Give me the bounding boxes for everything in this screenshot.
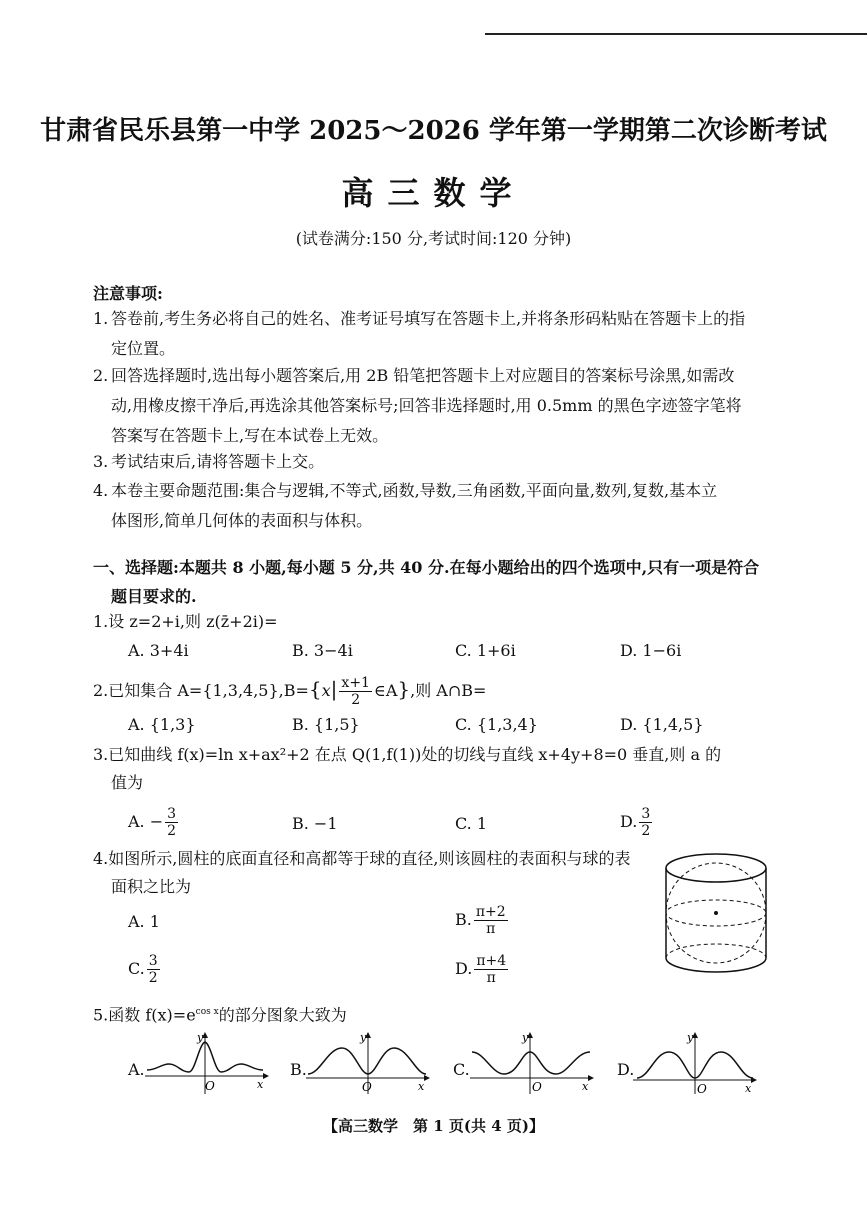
origin-label: O [697,1082,707,1095]
x-axis-label: x [418,1080,425,1093]
q5-option-d-label: D. [617,1060,635,1079]
note-number: 1. [93,309,109,328]
graph-curve [472,1052,590,1074]
question-4-stem [93,845,653,901]
y-axis-label: y [522,1031,529,1044]
q3-stem-line: 3.已知曲线 f(x)=ln x+ax²+2 在点 Q(1,f(1))处的切线与直线 x+4y+8=0 垂直,则 a 的 [93,745,722,764]
q4-stem-line: 4.如图所示,圆柱的底面直径和高都等于球的直径,则该圆柱的表面积与球的表 [93,849,631,868]
option-fraction [165,806,178,839]
q4-stem-line: 面积之比为 [111,877,192,896]
fraction-numerator: 3 [641,806,651,822]
cylinder-bottom-front [666,958,766,972]
fraction-numerator: π+2 [475,904,506,920]
graph-curve [308,1048,426,1074]
option-fraction [147,953,160,986]
question-2-stem [93,675,486,708]
fraction-denominator: π [486,970,496,986]
q5-option-a-label: A. [128,1060,145,1079]
option-fraction [474,953,508,986]
q1-option-c: C. 1+6i [455,641,516,660]
q3-option-c: C. 1 [455,814,488,833]
x-axis-arrow [424,1075,430,1081]
note-line: 动,用橡皮擦干净后,再选涂其他答案标号;回答非选择题时,用 0.5mm 的黑色字迹签字笔将 [111,396,742,415]
q2-stem-end: ,则 A∩B= [410,681,487,700]
fraction-denominator: 2 [641,823,651,839]
q5-option-b-label: B. [290,1060,307,1079]
note-number: 4. [93,481,109,500]
subject-title: 高三数学 [341,174,526,212]
x-axis-label: x [745,1082,752,1095]
sphere-center-dot [714,911,718,915]
set-variable: x [321,681,331,700]
q4-option-b [455,904,510,937]
cylinder-bottom-back [666,944,766,958]
origin-label: O [362,1080,372,1094]
y-axis-label: y [687,1031,694,1044]
fraction-numerator: x+1 [341,675,370,691]
q5-graph-a [145,1030,270,1095]
q2-option-d: D. {1,4,5} [620,715,704,734]
top-rule [485,33,867,35]
q3-stem-line: 值为 [111,773,144,792]
question-5-stem: 5.函数 $f(x)=e^{cos x}$的部分图象大致为 [93,1005,347,1025]
option-prefix: A. − [128,812,164,831]
x-axis-label: x [257,1078,264,1091]
q5-graph-c [470,1030,595,1095]
set-bar: | [330,677,338,701]
option-fraction [639,806,652,839]
note-item-1 [93,304,773,364]
q1-option-a: A. 3+4i [128,641,189,660]
note-line: 答卷前,考生务必将自己的姓名、准考证号填写在答题卡上,并将条形码粘贴在答题卡上的指 [111,309,746,328]
q5-option-c-label: C. [453,1060,470,1079]
option-prefix: D. [620,812,638,831]
option-prefix: D. [455,959,473,978]
q5-graph-b [306,1030,431,1095]
fraction-denominator: π [486,921,496,937]
note-item-4 [93,476,773,536]
notes-title: 注意事项: [93,284,163,303]
question-3-stem [93,741,773,797]
question-1-stem: 1.设 z=2+i,则 z(z̄+2i)= [93,612,278,631]
x-axis-arrow [588,1075,594,1081]
exam-title: 甘肃省民乐县第一中学 2025～2026 学年第一学期第二次诊断考试 [40,116,827,146]
y-axis-label: y [360,1031,367,1044]
note-number: 3. [93,452,109,471]
note-item-3 [93,447,773,477]
note-line: 体图形,简单几何体的表面积与体积。 [111,511,373,530]
q4-option-c [128,953,162,986]
q1-option-d: D. 1−6i [620,641,682,660]
origin-label: O [532,1080,542,1094]
fraction-denominator: 2 [351,692,361,708]
y-axis-label: y [197,1031,204,1044]
note-line: 本卷主要命题范围:集合与逻辑,不等式,函数,导数,三角函数,平面向量,数列,复数,基本立 [111,481,718,500]
x-axis-label: x [582,1080,589,1093]
option-fraction [474,904,508,937]
origin-label: O [205,1079,215,1093]
note-line: 定位置。 [111,339,176,358]
q2-option-b: B. {1,5} [292,715,360,734]
option-prefix: C. [128,959,145,978]
q3-option-a [128,806,180,839]
q4-option-d [455,953,510,986]
x-axis-arrow [263,1073,269,1079]
note-line: 考试结束后,请将答题卡上交。 [111,452,325,471]
q4-option-a: A. 1 [128,912,160,931]
note-line: 答案写在答题卡上,写在本试卷上无效。 [111,426,389,445]
note-item-2 [93,361,773,451]
cylinder-sphere-figure [660,848,775,978]
q2-option-a: A. {1,3} [128,715,196,734]
option-prefix: B. [455,910,472,929]
fraction-numerator: 3 [167,806,177,822]
q2-fraction [339,675,372,708]
q3-option-d [620,806,654,839]
section-line: 一、选择题:本题共 8 小题,每小题 5 分,共 40 分.在每小题给出的四个选项中,只有一项是符合 [93,558,760,577]
q1-option-b: B. 3−4i [292,641,353,660]
exam-info: (试卷满分:150 分,考试时间:120 分钟) [295,229,572,248]
note-line: 回答选择题时,选出每小题答案后,用 2B 铅笔把答题卡上对应题目的答案标号涂黑,如需改 [111,366,735,385]
q2-stem-start: 2.已知集合 A={1,3,4,5},B= [93,681,309,700]
fraction-denominator: 2 [148,970,158,986]
q2-option-c: C. {1,3,4} [455,715,538,734]
q5-graph-d [633,1030,758,1095]
section-line: 题目要求的. [111,587,197,606]
section-heading [93,553,773,611]
page-footer: 【高三数学 第 1 页(共 4 页)】 [323,1117,544,1135]
note-number: 2. [93,366,109,385]
fraction-denominator: 2 [167,823,177,839]
set-brace-open: { [308,677,322,701]
q3-option-b: B. −1 [292,814,338,833]
fraction-numerator: π+4 [476,953,507,969]
fraction-numerator: 3 [148,953,158,969]
set-brace-close: } [397,677,411,701]
set-condition: ∈A [373,681,398,700]
